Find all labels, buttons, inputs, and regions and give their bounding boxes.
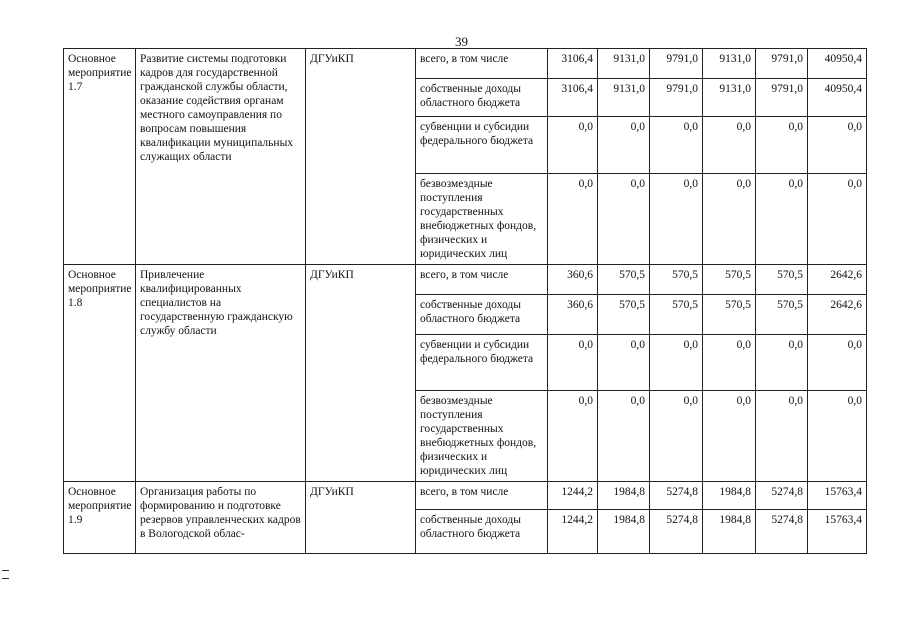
value-cell: 360,6	[548, 295, 598, 335]
value-cell: 3106,4	[548, 49, 598, 79]
value-cell: 0,0	[756, 174, 808, 265]
value-cell: 0,0	[598, 117, 650, 174]
value-cell: 1244,2	[548, 510, 598, 554]
value-cell: 570,5	[703, 265, 756, 295]
value-cell: 9131,0	[703, 79, 756, 117]
description-cell: Организация работы по формированию и подготовке резервов управленческих кадров в Вологодской облас-	[136, 482, 306, 554]
value-cell: 360,6	[548, 265, 598, 295]
value-cell: 1984,8	[598, 510, 650, 554]
value-cell: 0,0	[756, 335, 808, 391]
value-cell: 1984,8	[703, 510, 756, 554]
value-cell: 0,0	[598, 174, 650, 265]
value-cell: 570,5	[598, 265, 650, 295]
value-cell: 40950,4	[808, 79, 867, 117]
value-cell: 0,0	[650, 335, 703, 391]
page-number: 39	[455, 34, 468, 49]
value-cell: 0,0	[650, 174, 703, 265]
value-cell: 0,0	[703, 335, 756, 391]
table-row	[64, 482, 867, 510]
value-cell: 9131,0	[703, 49, 756, 79]
value-cell: 570,5	[703, 295, 756, 335]
event-cell: Основное мероприятие 1.7	[64, 49, 136, 265]
value-cell: 5274,8	[756, 482, 808, 510]
value-cell: 9791,0	[756, 79, 808, 117]
value-cell: 5274,8	[650, 482, 703, 510]
source-cell: всего, в том числе	[416, 482, 548, 510]
executor-cell: ДГУиКП	[306, 265, 416, 482]
value-cell: 0,0	[756, 117, 808, 174]
value-cell: 0,0	[548, 174, 598, 265]
value-cell: 9791,0	[650, 79, 703, 117]
margin-mark	[2, 570, 9, 579]
value-cell: 570,5	[598, 295, 650, 335]
value-cell: 570,5	[756, 295, 808, 335]
value-cell: 9131,0	[598, 49, 650, 79]
source-cell: всего, в том числе	[416, 265, 548, 295]
value-cell: 0,0	[650, 117, 703, 174]
value-cell: 9791,0	[650, 49, 703, 79]
value-cell: 570,5	[650, 295, 703, 335]
value-cell: 570,5	[756, 265, 808, 295]
value-cell: 570,5	[650, 265, 703, 295]
value-cell: 0,0	[808, 117, 867, 174]
value-cell: 1984,8	[703, 482, 756, 510]
funding-table	[63, 48, 867, 554]
value-cell: 3106,4	[548, 79, 598, 117]
value-cell: 5274,8	[756, 510, 808, 554]
table-row	[64, 49, 867, 79]
value-cell: 0,0	[598, 335, 650, 391]
value-cell: 9131,0	[598, 79, 650, 117]
value-cell: 0,0	[548, 117, 598, 174]
source-cell: субвенции и субсидии федерального бюджета	[416, 335, 548, 391]
value-cell: 0,0	[703, 117, 756, 174]
value-cell: 0,0	[808, 174, 867, 265]
description-cell: Развитие системы подготовки кадров для государственной гражданской службы области, оказание содействия органам местного самоуправления по вопросам повышения квалификации муниципальных служащих области	[136, 49, 306, 265]
value-cell: 15763,4	[808, 510, 867, 554]
source-cell: собственные доходы областного бюджета	[416, 510, 548, 554]
value-cell: 0,0	[808, 391, 867, 482]
value-cell: 2642,6	[808, 265, 867, 295]
source-cell: всего, в том числе	[416, 49, 548, 79]
value-cell: 0,0	[703, 174, 756, 265]
value-cell: 0,0	[808, 335, 867, 391]
value-cell: 2642,6	[808, 295, 867, 335]
source-cell: собственные доходы областного бюджета	[416, 295, 548, 335]
source-cell: безвозмездные поступления государственных внебюджетных фондов, физических и юридических лиц	[416, 174, 548, 265]
source-cell: безвозмездные поступления государственных внебюджетных фондов, физических и юридических лиц	[416, 391, 548, 482]
value-cell: 9791,0	[756, 49, 808, 79]
value-cell: 1984,8	[598, 482, 650, 510]
value-cell: 5274,8	[650, 510, 703, 554]
value-cell: 0,0	[548, 335, 598, 391]
source-cell: собственные доходы областного бюджета	[416, 79, 548, 117]
value-cell: 0,0	[548, 391, 598, 482]
value-cell: 0,0	[650, 391, 703, 482]
table-row	[64, 265, 867, 295]
value-cell: 40950,4	[808, 49, 867, 79]
executor-cell: ДГУиКП	[306, 482, 416, 554]
value-cell: 0,0	[598, 391, 650, 482]
executor-cell: ДГУиКП	[306, 49, 416, 265]
value-cell: 0,0	[756, 391, 808, 482]
value-cell: 15763,4	[808, 482, 867, 510]
description-cell: Привлечение квалифицированных специалистов на государственную гражданскую службу области	[136, 265, 306, 482]
source-cell: субвенции и субсидии федерального бюджета	[416, 117, 548, 174]
event-cell: Основное мероприятие 1.8	[64, 265, 136, 482]
value-cell: 1244,2	[548, 482, 598, 510]
value-cell: 0,0	[703, 391, 756, 482]
event-cell: Основное мероприятие 1.9	[64, 482, 136, 554]
